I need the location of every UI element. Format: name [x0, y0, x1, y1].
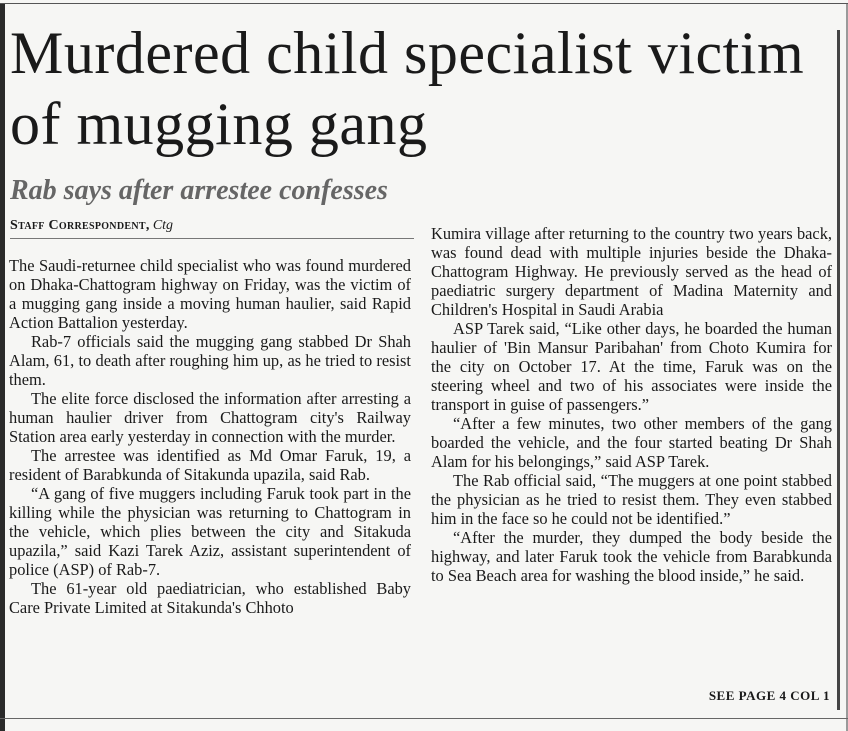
paragraph: Rab-7 officials said the mugging gang stabbed Dr Shah Alam, 61, to death after roughing him up, as he tried to resist them.: [9, 332, 411, 389]
paragraph: The arrestee was identified as Md Omar Faruk, 19, a resident of Barabkunda of Sitakunda upazila, said Rab.: [9, 446, 411, 484]
left-column: [9, 256, 411, 617]
paragraph: The Saudi-returnee child specialist who was found murdered on Dhaka-Chattogram highway on Friday, was the victim of a mugging gang inside a moving human haulier, said Rapid Action Battalion yesterday.: [9, 256, 411, 332]
bottom-rule: [0, 718, 848, 719]
byline-author: Staff Correspondent: [10, 218, 146, 233]
paragraph: “After the murder, they dumped the body beside the highway, and later Faruk took the vehicle from Barabkunda to Sea Beach area for washing the blood inside,” he said.: [431, 528, 832, 585]
paragraph: The Rab official said, “The muggers at one point stabbed the physician as he tried to resist them. They even stabbed him in the face so he could not be identified.”: [431, 471, 832, 528]
byline: [10, 216, 173, 236]
headline: Murdered child specialist victim of mugging gang: [10, 20, 805, 157]
top-rule: [0, 3, 848, 4]
paragraph: The elite force disclosed the information after arresting a human haulier driver from Chattogram city's Railway Station area early yesterday in connection with the murder.: [9, 389, 411, 446]
byline-location: Ctg: [152, 218, 174, 233]
paragraph: Kumira village after returning to the country two years back, was found dead with multiple injuries beside the Dhaka-Chattogram Highway. He previously served as the head of paediatric surgery department of Madina Maternity and Children's Hospital in Saudi Arabia: [431, 224, 832, 319]
byline-rule: [10, 238, 414, 239]
subheadline: Rab says after arrestee confesses: [10, 175, 388, 206]
right-column-bar: [837, 30, 840, 710]
paragraph: ASP Tarek said, “Like other days, he boarded the human haulier of 'Bin Mansur Paribahan' from Choto Kumira for the city on October 17. At the time, Faruk was on the steering wheel and two of his associates were inside the transport in guise of passengers.”: [431, 319, 832, 414]
continuation-link[interactable]: SEE PAGE 4 COL 1: [708, 688, 830, 703]
right-column: [431, 224, 832, 585]
left-edge-border: [0, 4, 5, 731]
byline-separator: ,: [145, 218, 150, 233]
paragraph: “After a few minutes, two other members of the gang boarded the vehicle, and the four started beating Dr Shah Alam for his belongings,” said ASP Tarek.: [431, 414, 832, 471]
paragraph: “A gang of five muggers including Faruk took part in the killing while the physician was returning to Chattogram in the vehicle, which plies between the city and Sitakuda upazila,” said Kazi Tarek Aziz, assistant superintendent of police (ASP) of Rab-7.: [9, 484, 411, 579]
paragraph: The 61-year old paediatrician, who established Baby Care Private Limited at Sitakunda's Chhoto: [9, 579, 411, 617]
